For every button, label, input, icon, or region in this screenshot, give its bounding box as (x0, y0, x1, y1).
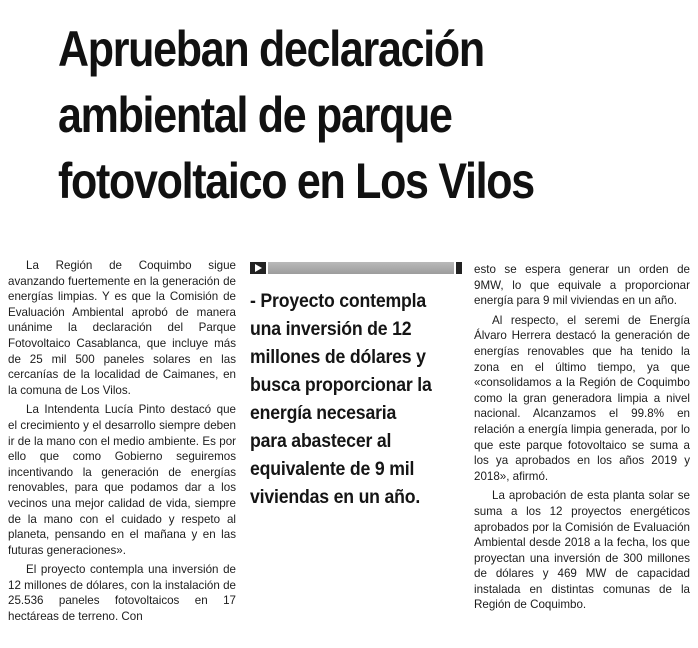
pull-quote-line: energía necesaria (250, 403, 397, 424)
right-column (474, 262, 690, 617)
paragraph: La aprobación de esta planta solar se suma a los 12 proyectos energéticos aprobados por la Comisión de Evaluación Ambiental desde 2018 a la fecha, los que proyectan una inversión de 300 millones de dólares y 469 MW de capacidad instalada en distintas comunas de la Región de Coquimbo. (474, 489, 690, 612)
paragraph: Al respecto, el seremi de Energía Álvaro Herrera destacó la generación de energías renovables que ha tenido la zona en el último tiempo, ya que «consolidamos a la Región de Coquimbo como la gran generadora limpia a nivel nacional. Alcanzamos el 99.8% en relación a energía limpia generada, por lo que este parque fotovoltaico se suma a los ya aprobados en los años 2019 y 2018», afirmó. (474, 313, 690, 483)
pull-quote-line: millones de dólares y (250, 347, 426, 368)
pull-quote (250, 288, 462, 512)
play-icon (250, 262, 266, 274)
headline-line: Aprueban declaración (58, 21, 484, 77)
pull-quote-line: una inversión de 12 (250, 319, 412, 340)
media-bar (250, 262, 462, 274)
progress-track (268, 262, 454, 274)
pull-quote-line: equivalente de 9 mil (250, 459, 415, 480)
headline-line: ambiental de parque (58, 87, 452, 143)
pull-quote-line: viviendas en un año. (250, 487, 421, 508)
pull-quote-line: - Proyecto contempla (250, 291, 426, 312)
paragraph: La Intendenta Lucía Pinto destacó que el crecimiento y el desarrollo siempre deben ir de la mano con el medio ambiente. Es por ello que como Gobierno seguiremos incentivando la generación de energías renovables, para que podamos dar a los vecinos una mejor calidad de vida, siempre de la mano con el cuidado y respeto al planeta, pensando en el mañana y en las futuras generaciones». (8, 403, 236, 557)
paragraph: La Región de Coquimbo sigue avanzando fuertemente en la generación de energías limpias. Y es que la Comisión de Evaluación Ambiental aprobó de manera unánime la declaración del Parque Fotovoltaico Casablanca, que incluye más de 25 mil 500 paneles solares en las cercanías de la localidad de Caimanes, en la comuna de Los Vilos. (8, 259, 236, 397)
pull-quote-box (250, 262, 462, 512)
bar-endcap (456, 262, 462, 274)
headline (58, 16, 591, 214)
paragraph: esto se espera generar un orden de 9MW, lo que equivale a proporcionar energía para 9 mil viviendas en un año. (474, 263, 690, 308)
pull-quote-line: para abastecer al (250, 431, 392, 452)
pull-quote-line: busca proporcionar la (250, 375, 432, 396)
headline-line: fotovoltaico en Los Vilos (58, 153, 534, 209)
left-column (8, 258, 236, 629)
paragraph: El proyecto contempla una inversión de 12 millones de dólares, con la instalación de 25.536 paneles fotovoltaicos en 17 hectáreas de terreno. Con (8, 563, 236, 624)
